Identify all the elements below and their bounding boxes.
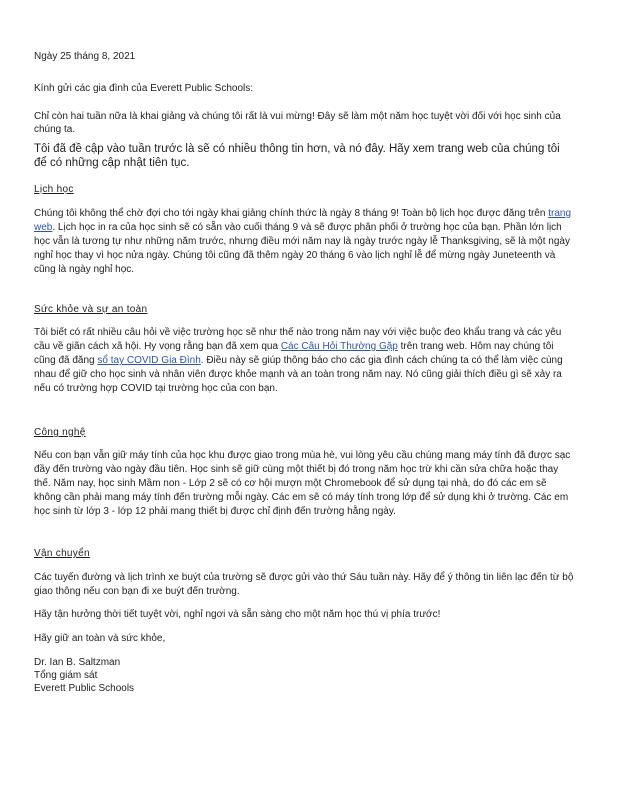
transport-paragraph: Các tuyến đường và lịch trình xe buýt của trường sẽ được gửi vào thứ Sáu tuần này. Hãy để ý thông tin liên lạc đến từ bộ giao thông nếu con bạn đi xe buýt đến trường. xyxy=(34,572,574,597)
signature-name: Dr. Ian B. Saltzman xyxy=(34,657,121,668)
technology-paragraph: Nếu con bạn vẫn giữ máy tính của học khu được giao trong mùa hè, vui lòng yêu cầu chúng mang máy tính đã được sạc đầy đến trường vào ngày đầu tiên. Học sinh sẽ giữ cùng một thiết bị đó trong năm học trừ khi cần sửa chữa hoặc thay thế. Năm nay, học sinh Mầm non - Lớp 2 sẽ có cơ hội mượn một Chromebook để sử dụng tại nhà, do đó các em sẽ không cần phải mang máy tính đến trường mỗi ngày. Các em sẽ có máy tính trong lớp để sử dụng khi ở trường. Các em học sinh từ lớp 3 - lớp 12 phải mang thiết bị được chỉ định đến trường hằng ngày. xyxy=(34,450,571,517)
closing-paragraph: Hãy tận hưởng thời tiết tuyệt vời, nghỉ ngơi và sẵn sàng cho một năm học thú vị phía trước! xyxy=(34,609,441,620)
health-heading: Sức khỏe và sự an toàn xyxy=(34,304,148,315)
signature-title: Tổng giám sát xyxy=(34,670,98,681)
health-text-c: . Điều này sẽ giúp thông báo cho các gia đình cách chúng ta có thể làm việc cùng nhau để giữ cho học sinh và nhân viên được khỏe mạnh và an toàn trong năm nay. Nó cũng giải thích điều gì sẽ xảy ra nếu có trường hợp COVID tại trường học của con bạn. xyxy=(34,355,563,394)
closing-farewell: Hãy giữ an toàn và sức khỏe, xyxy=(34,633,166,644)
letter-greeting: Kính gửi các gia đình của Everett Public Schools: xyxy=(34,83,254,94)
calendar-text-a: Chúng tôi không thể chờ đợi cho tới ngày khai giảng chính thức là ngày 8 tháng 9! Toàn bộ lịch học được đăng trên xyxy=(34,208,549,219)
calendar-text-b: . Lịch học in ra của học sinh sẽ có sẵn vào cuối tháng 9 và sẽ được phân phối ở trường học của bạn. Phần lớn lịch học vẫn là tương tự như những năm trước, nhưng điều mới năm nay là ngày trước ngày lễ Thanksgiving, sẽ là một ngày nghỉ học thay vì học nửa ngày. Chúng tôi cũng đã thêm ngày 20 tháng 6 vào lịch nghỉ lễ để mừng ngày Juneteenth và cũng là ngày nghỉ học. xyxy=(34,222,570,275)
intro-paragraph: Chỉ còn hai tuần nữa là khai giảng và chúng tôi rất là vui mừng! Đây sẽ làm một năm học tuyệt vời đối với học sinh của chúng ta. xyxy=(34,111,561,135)
intro-paragraph-2: Tôi đã đề cập vào tuần trước là sẽ có nhiều thông tin hơn, và nó đây. Hãy xem trang web của chúng tôi để có những cập nhật tiên tục. xyxy=(34,143,560,169)
transport-heading: Vận chuyển xyxy=(34,548,90,559)
covid-handbook-link[interactable]: sổ tay COVID Gia Đình xyxy=(97,355,201,366)
health-paragraph xyxy=(34,326,574,396)
calendar-website-link[interactable]: trang web xyxy=(34,208,572,233)
signature-org: Everett Public Schools xyxy=(34,683,135,694)
signature-block xyxy=(34,656,574,695)
faq-link[interactable]: Các Câu Hỏi Thường Gặp xyxy=(280,341,398,352)
health-text-b: trên trang web. Hôm nay chúng tôi cũng đã đăng xyxy=(34,341,554,366)
calendar-paragraph xyxy=(34,207,574,277)
technology-heading: Công nghệ xyxy=(34,427,86,438)
letter-date: Ngày 25 tháng 8, 2021 xyxy=(34,51,136,62)
calendar-heading: Lịch học xyxy=(34,184,74,195)
health-text-a: Tôi biết có rất nhiều câu hỏi về việc trường học sẽ như thế nào trong năm nay với việc buộc đeo khẩu trang và các yêu cầu về giãn cách xã hội. Hy vọng rằng bạn đã xem qua xyxy=(34,327,562,352)
